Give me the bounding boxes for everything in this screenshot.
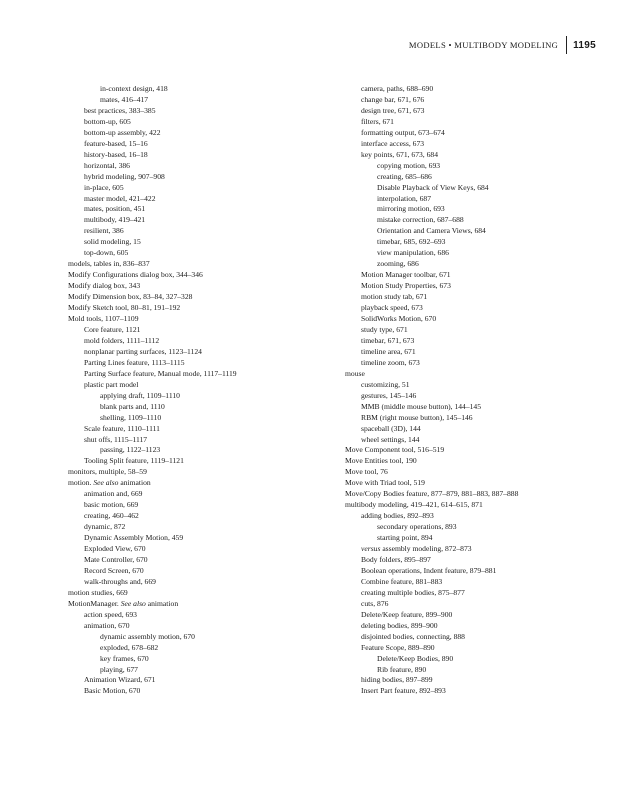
index-entry	[68, 215, 338, 226]
header-title: MODELS • MULTIBODY MODELING	[408, 40, 559, 50]
index-entry	[68, 248, 338, 259]
index-entry	[68, 106, 338, 117]
index-entry-text: Basic Motion, 670	[84, 686, 141, 696]
index-entry	[68, 566, 338, 577]
index-entry-text: Scale feature, 1110–1111	[84, 423, 160, 433]
index-entry	[345, 128, 615, 139]
index-entry-text: Parting Surface feature, Manual mode, 1117–1119	[84, 368, 237, 378]
index-entry-text: deleting bodies, 899–900	[361, 620, 438, 630]
index-entry	[68, 424, 338, 435]
index-entry-text: MMB (middle mouse button), 144–145	[361, 401, 482, 411]
index-entry	[345, 248, 615, 259]
index-entry-text: mirroring motion, 693	[377, 204, 445, 214]
index-entry	[68, 380, 338, 391]
index-entry	[68, 314, 338, 325]
index-entry-text: multibody, 419–421	[84, 215, 146, 225]
index-entry-text: creating, 460–462	[84, 511, 139, 521]
index-entry-text: Delete/Keep Bodies, 890	[377, 653, 454, 663]
index-entry-text: motion.	[68, 478, 92, 488]
index-entry	[68, 599, 338, 610]
index-entry-text: Exploded View, 670	[84, 544, 146, 554]
index-entry-text: Disable Playback of View Keys, 684	[377, 182, 489, 192]
index-entry-text: Modify Sketch tool, 80–81, 191–192	[68, 303, 181, 313]
index-entry	[68, 117, 338, 128]
index-entry-text: Rib feature, 890	[377, 664, 427, 674]
index-entry-text: action speed, 693	[84, 609, 137, 619]
index-entry	[68, 588, 338, 599]
index-entry-text: in-place, 605	[84, 182, 124, 192]
index-entry	[345, 675, 615, 686]
index-entry	[345, 478, 615, 489]
index-column-left	[68, 84, 338, 697]
index-entry	[68, 369, 338, 380]
index-entry	[345, 413, 615, 424]
index-entry	[345, 194, 615, 205]
index-entry-text: Parting Lines feature, 1113–1115	[84, 357, 185, 367]
index-entry-text: exploded, 678–682	[100, 642, 159, 652]
index-entry	[68, 303, 338, 314]
index-entry	[68, 467, 338, 478]
index-entry-crossref: See also	[120, 598, 146, 608]
index-entry-text: applying draft, 1109–1110	[100, 390, 180, 400]
index-entry-target: animation	[120, 478, 151, 488]
index-entry	[345, 621, 615, 632]
index-entry	[68, 654, 338, 665]
index-entry-text: gestures, 145–146	[361, 390, 417, 400]
index-entry	[68, 204, 338, 215]
index-entry-text: Record Screen, 670	[84, 565, 144, 575]
index-entry	[68, 128, 338, 139]
index-entry-text: Core feature, 1121	[84, 324, 141, 334]
index-entry	[68, 84, 338, 95]
index-entry	[345, 347, 615, 358]
running-header	[409, 36, 596, 54]
index-entry	[68, 270, 338, 281]
index-entry	[345, 259, 615, 270]
index-entry	[345, 237, 615, 248]
index-entry	[68, 259, 338, 270]
index-entry-text: master model, 421–422	[84, 193, 156, 203]
index-entry	[68, 665, 338, 676]
index-entry-text: playback speed, 673	[361, 303, 423, 313]
index-entry	[68, 172, 338, 183]
index-entry	[68, 413, 338, 424]
index-entry	[345, 402, 615, 413]
index-entry-text: interface access, 673	[361, 138, 425, 148]
index-entry-text: Insert Part feature, 892–893	[361, 686, 446, 696]
index-entry-text: timeline area, 671	[361, 346, 416, 356]
index-entry-text: Combine feature, 881–883	[361, 576, 443, 586]
index-entry	[68, 456, 338, 467]
index-entry-text: cuts, 876	[361, 598, 389, 608]
index-entry-text: mouse	[345, 368, 365, 378]
index-entry-target: assembly modeling, 872–873	[382, 544, 472, 554]
index-entry	[345, 336, 615, 347]
index-entry	[345, 555, 615, 566]
index-entry-text: basic motion, 669	[84, 500, 139, 510]
index-entry-text: feature-based, 15–16	[84, 138, 148, 148]
index-entry-text: wheel settings, 144	[361, 434, 420, 444]
index-entry-text: Move with Triad tool, 519	[345, 478, 425, 488]
index-entry	[345, 686, 615, 697]
index-entry	[345, 150, 615, 161]
index-entry	[345, 95, 615, 106]
index-entry-text: animation and, 669	[84, 489, 143, 499]
index-entry	[68, 643, 338, 654]
index-entry	[345, 369, 615, 380]
index-entry	[68, 281, 338, 292]
index-entry-text: Tooling Split feature, 1119–1121	[84, 456, 184, 466]
index-entry-text: Modify Dimension box, 83–84, 327–328	[68, 292, 193, 302]
index-entry	[345, 467, 615, 478]
index-entry	[345, 511, 615, 522]
index-entry	[68, 478, 338, 489]
index-entry	[345, 424, 615, 435]
index-entry-text: nonplanar parting surfaces, 1123–1124	[84, 346, 202, 356]
index-entry-text: Body folders, 895–897	[361, 554, 431, 564]
index-entry-text: solid modeling, 15	[84, 237, 141, 247]
index-entry	[345, 325, 615, 336]
index-entry	[68, 347, 338, 358]
index-entry-text: mates, position, 451	[84, 204, 146, 214]
index-entry	[68, 336, 338, 347]
header-divider	[566, 36, 567, 54]
index-entry-text: walk-throughs and, 669	[84, 576, 156, 586]
index-entry	[345, 599, 615, 610]
index-entry	[68, 675, 338, 686]
index-entry	[345, 665, 615, 676]
index-entry	[345, 632, 615, 643]
index-entry	[68, 533, 338, 544]
index-entry-text: timebar, 685, 692–693	[377, 237, 446, 247]
index-entry-text: animation, 670	[84, 620, 130, 630]
index-entry	[345, 303, 615, 314]
index-entry	[345, 643, 615, 654]
index-entry-text: resilient, 386	[84, 226, 124, 236]
index-entry-crossref: versus	[361, 544, 381, 554]
index-entry-text: timebar, 671, 673	[361, 335, 415, 345]
index-entry	[68, 511, 338, 522]
index-entry	[68, 500, 338, 511]
index-entry-text: adding bodies, 892–893	[361, 511, 434, 521]
index-entry-text: mold folders, 1111–1112	[84, 335, 160, 345]
index-entry-text: Delete/Keep feature, 899–900	[361, 609, 453, 619]
index-entry	[68, 183, 338, 194]
index-entry	[345, 391, 615, 402]
index-entry	[345, 522, 615, 533]
index-entry	[68, 402, 338, 413]
index-entry-text: study type, 671	[361, 324, 408, 334]
index-entry-text: design tree, 671, 673	[361, 105, 425, 115]
index-entry	[68, 489, 338, 500]
index-entry-text: Boolean operations, Indent feature, 879–881	[361, 565, 497, 575]
index-entry	[345, 117, 615, 128]
index-entry	[345, 358, 615, 369]
index-entry	[345, 533, 615, 544]
index-entry	[68, 522, 338, 533]
index-entry-text: zooming, 686	[377, 259, 419, 269]
index-entry	[345, 106, 615, 117]
index-entry-text: Move tool, 76	[345, 467, 388, 477]
index-entry	[68, 435, 338, 446]
index-entry-text: creating multiple bodies, 875–877	[361, 587, 465, 597]
index-entry-text: key frames, 670	[100, 653, 149, 663]
index-entry-text: Mate Controller, 670	[84, 554, 148, 564]
index-entry	[345, 456, 615, 467]
index-entry	[345, 215, 615, 226]
index-entry	[68, 577, 338, 588]
index-entry	[68, 161, 338, 172]
index-entry	[68, 621, 338, 632]
index-entry	[68, 555, 338, 566]
index-entry-text: Move/Copy Bodies feature, 877–879, 881–883, 887–888	[345, 489, 519, 499]
index-entry-text: Animation Wizard, 671	[84, 675, 156, 685]
index-entry-text: MotionManager.	[68, 598, 119, 608]
index-entry	[68, 391, 338, 402]
index-entry-text: bottom-up, 605	[84, 116, 131, 126]
index-entry-text: filters, 671	[361, 116, 394, 126]
index-entry-text: Dynamic Assembly Motion, 459	[84, 533, 184, 543]
index-entry-text: SolidWorks Motion, 670	[361, 314, 437, 324]
index-entry-text: disjointed bodies, connecting, 888	[361, 631, 465, 641]
index-entry	[345, 270, 615, 281]
index-entry	[68, 445, 338, 456]
index-entry-text: timeline zoom, 673	[361, 357, 420, 367]
index-entry-text: multibody modeling, 419–421, 614–615, 871	[345, 500, 483, 510]
index-entry	[68, 632, 338, 643]
index-entry-text: shut offs, 1115–1117	[84, 434, 148, 444]
index-entry-text: models, tables in, 836–837	[68, 259, 150, 269]
index-entry	[345, 500, 615, 511]
index-entry	[345, 610, 615, 621]
index-entry	[345, 314, 615, 325]
index-entry-text: in-context design, 418	[100, 84, 168, 93]
page-number: 1195	[573, 39, 596, 51]
index-entry	[345, 380, 615, 391]
index-entry-text: monitors, multiple, 58–59	[68, 467, 147, 477]
index-entry	[68, 139, 338, 150]
index-entry-text: Orientation and Camera Views, 684	[377, 226, 486, 236]
index-entry-text: copying motion, 693	[377, 160, 441, 170]
index-entry-text: starting point, 894	[377, 533, 433, 543]
index-entry-text: hybrid modeling, 907–908	[84, 171, 165, 181]
index-entry-text: Modify Configurations dialog box, 344–346	[68, 270, 203, 280]
index-entry-text: history-based, 16–18	[84, 149, 148, 159]
index-entry-crossref: See also	[93, 478, 119, 488]
index-entry-text: change bar, 671, 676	[361, 94, 425, 104]
index-entry-text: Feature Scope, 889–890	[361, 642, 435, 652]
index-entry-text: Motion Study Properties, 673	[361, 281, 451, 291]
index-entry-text: horizontal, 386	[84, 160, 130, 170]
index-entry-text: customizing, 51	[361, 379, 410, 389]
index-entry-text: dynamic, 872	[84, 522, 126, 532]
index-entry-text: Modify dialog box, 343	[68, 281, 141, 291]
index-entry	[345, 489, 615, 500]
index-entry-text: playing, 677	[100, 664, 138, 674]
index-entry	[345, 204, 615, 215]
index-entry-text: spaceball (3D), 144	[361, 423, 421, 433]
index-entry	[345, 445, 615, 456]
index-entry-text: interpolation, 687	[377, 193, 431, 203]
index-entry	[68, 358, 338, 369]
index-entry-text: motion study tab, 671	[361, 292, 428, 302]
index-entry	[68, 226, 338, 237]
index-entry-text: top-down, 605	[84, 248, 129, 258]
index-entry	[345, 172, 615, 183]
index-entry	[68, 610, 338, 621]
index-entry	[345, 577, 615, 588]
index-entry	[345, 139, 615, 150]
index-entry-text: mistake correction, 687–688	[377, 215, 464, 225]
index-entry	[345, 588, 615, 599]
index-entry-text: Move Entities tool, 190	[345, 456, 417, 466]
index-entry	[68, 237, 338, 248]
index-entry-target: animation	[147, 598, 179, 608]
index-entry-text: passing, 1122–1123	[100, 445, 161, 455]
index-entry	[68, 95, 338, 106]
index-column-right	[345, 84, 615, 697]
index-entry	[345, 84, 615, 95]
index-entry	[345, 281, 615, 292]
index-entry	[68, 544, 338, 555]
index-entry-text: creating, 685–686	[377, 171, 432, 181]
index-entry	[345, 566, 615, 577]
index-entry	[68, 194, 338, 205]
index-entry	[68, 150, 338, 161]
index-entry-text: motion studies, 669	[68, 587, 128, 597]
index-entry	[345, 435, 615, 446]
index-entry	[345, 183, 615, 194]
index-entry-text: mates, 416–417	[100, 94, 149, 104]
index-entry	[68, 686, 338, 697]
index-entry-text: hiding bodies, 897–899	[361, 675, 433, 685]
index-entry	[68, 292, 338, 303]
index-entry-text: Move Component tool, 516–519	[345, 445, 445, 455]
index-entry	[345, 654, 615, 665]
index-entry-text: key points, 671, 673, 684	[361, 149, 438, 159]
index-entry-text: shelling, 1109–1110	[100, 412, 162, 422]
index-entry-text: Motion Manager toolbar, 671	[361, 270, 451, 280]
index-entry-text: view manipulation, 686	[377, 248, 449, 258]
index-entry-text: Mold tools, 1107–1109	[68, 314, 139, 324]
index-entry	[345, 161, 615, 172]
index-entry-text: secondary operations, 893	[377, 522, 457, 532]
index-entry-text: best practices, 383–385	[84, 105, 156, 115]
index-entry-text: dynamic assembly motion, 670	[100, 631, 195, 641]
index-entry	[68, 325, 338, 336]
index-entry-text: RBM (right mouse button), 145–146	[361, 412, 473, 422]
index-entry	[345, 292, 615, 303]
index-entry-text: blank parts and, 1110	[100, 401, 165, 411]
index-entry-text: camera, paths, 688–690	[361, 84, 434, 93]
index-entry	[345, 226, 615, 237]
index-entry-text: bottom-up assembly, 422	[84, 127, 161, 137]
index-entry-text: plastic part model	[84, 379, 139, 389]
index-entry	[345, 544, 615, 555]
index-entry-text: formatting output, 673–674	[361, 127, 445, 137]
